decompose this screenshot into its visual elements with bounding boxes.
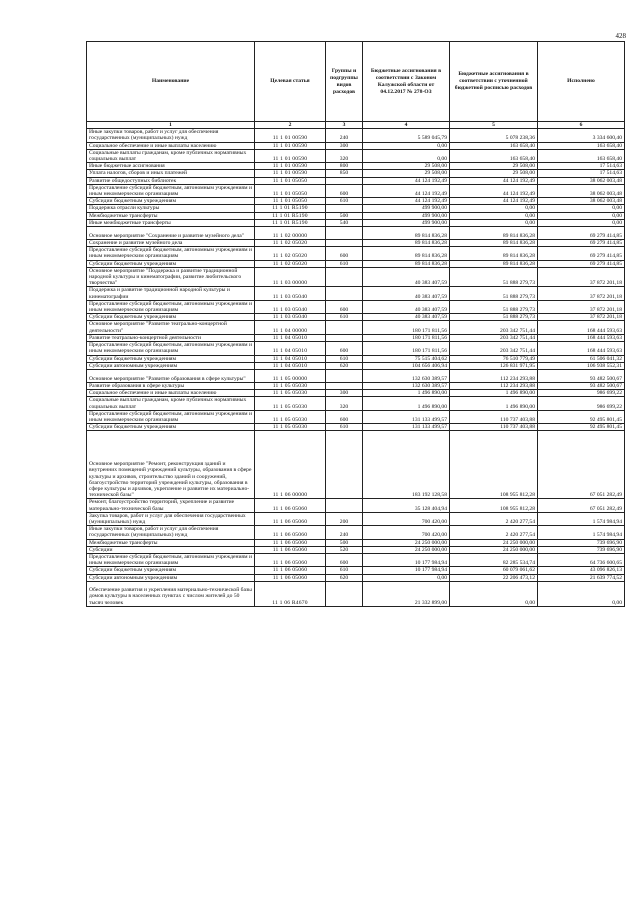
row-refined-amount: 0,00 (450, 212, 538, 219)
row-law-amount: 499 900,00 (363, 205, 450, 212)
row-group-code: 200 (326, 512, 363, 525)
row-executed-amount: 64 736 600,65 (538, 553, 625, 566)
row-executed-amount: 739 696,90 (538, 539, 625, 546)
row-target-code: 11 1 01 00590 (255, 170, 326, 177)
row-group-code: 610 (326, 355, 363, 362)
row-law-amount: 183 192 128,58 (363, 431, 450, 499)
table-row (87, 334, 625, 341)
table-row (87, 142, 625, 149)
row-group-code (326, 240, 363, 247)
row-target-code: 11 1 04 00000 (255, 321, 326, 334)
row-refined-amount: 2 420 277,54 (450, 526, 538, 539)
row-refined-amount: 110 737 403,88 (450, 410, 538, 423)
row-target-code: 11 1 06 05060 (255, 512, 326, 525)
table-row (87, 581, 625, 606)
table-row (87, 287, 625, 300)
row-executed-amount: 739 696,90 (538, 546, 625, 553)
row-group-code: 300 (326, 142, 363, 149)
table-row (87, 499, 625, 512)
row-group-code: 620 (326, 362, 363, 369)
row-refined-amount: 51 888 279,73 (450, 287, 538, 300)
table-row (87, 260, 625, 267)
row-executed-amount: 37 872 201,18 (538, 287, 625, 300)
row-target-code: 11 1 01 05050 (255, 198, 326, 205)
row-name: Субсидии бюджетным учреждениям (87, 424, 255, 431)
row-target-code: 11 1 04 05010 (255, 342, 326, 355)
column-number: 1 (87, 122, 255, 129)
table-row (87, 314, 625, 321)
row-name: Поддержка отрасли культуры (87, 205, 255, 212)
table-row (87, 227, 625, 240)
table-row (87, 149, 625, 162)
table-row (87, 355, 625, 362)
row-name: Социальное обеспечение и иные выплаты населению (87, 390, 255, 397)
row-refined-amount: 163 658,40 (450, 142, 538, 149)
row-group-code: 600 (326, 410, 363, 423)
row-group-code: 610 (326, 260, 363, 267)
row-executed-amount: 0,00 (538, 212, 625, 219)
row-name: Ремонт, благоустройство территорий, укрепление и развитие материально-технической базы (87, 499, 255, 512)
row-refined-amount: 89 814 836,28 (450, 247, 538, 260)
row-target-code: 11 1 01 00590 (255, 149, 326, 162)
row-law-amount: 44 124 192,49 (363, 177, 450, 184)
row-law-amount: 1 496 890,00 (363, 397, 450, 410)
row-name: Межбюджетные трансферты (87, 212, 255, 219)
row-target-code: 11 1 03 05040 (255, 314, 326, 321)
row-refined-amount: 0,00 (450, 581, 538, 606)
row-executed-amount: 69 279 414,85 (538, 240, 625, 247)
row-name: Иные закупки товаров, работ и услуг для обеспечения государственных (муниципальных) нужд (87, 129, 255, 142)
row-target-code: 11 1 06 05060 (255, 499, 326, 512)
row-refined-amount: 1 496 890,00 (450, 397, 538, 410)
row-target-code: 11 1 02 00000 (255, 227, 326, 240)
row-law-amount: 104 656 406,94 (363, 362, 450, 369)
row-law-amount: 40 383 407,59 (363, 300, 450, 313)
row-target-code: 11 1 06 05060 (255, 546, 326, 553)
row-name: Уплата налогов, сборов и иных платежей (87, 170, 255, 177)
row-refined-amount: 112 234 293,88 (450, 382, 538, 389)
row-law-amount: 499 900,00 (363, 219, 450, 226)
row-law-amount: 132 630 389,57 (363, 382, 450, 389)
table-row (87, 410, 625, 423)
row-target-code: 11 1 02 05020 (255, 247, 326, 260)
row-refined-amount: 89 814 836,28 (450, 260, 538, 267)
row-target-code: 11 1 06 05060 (255, 553, 326, 566)
row-executed-amount: 0,00 (538, 581, 625, 606)
row-law-amount: 40 383 407,59 (363, 287, 450, 300)
row-refined-amount: 5 078 238,36 (450, 129, 538, 142)
row-name: Субсидии автономным учреждениям (87, 574, 255, 581)
row-target-code: 11 1 01 05050 (255, 177, 326, 184)
table-row (87, 321, 625, 334)
row-name: Субсидии (87, 546, 255, 553)
row-name: Субсидии автономным учреждениям (87, 362, 255, 369)
row-group-code (326, 499, 363, 512)
table-row (87, 574, 625, 581)
row-law-amount: 10 177 984,94 (363, 553, 450, 566)
row-group-code: 850 (326, 170, 363, 177)
table-row (87, 424, 625, 431)
row-law-amount: 0,00 (363, 149, 450, 162)
row-refined-amount: 82 285 534,74 (450, 553, 538, 566)
header-executed: Исполнено (538, 42, 625, 122)
row-refined-amount: 24 250 000,00 (450, 539, 538, 546)
row-law-amount: 700 420,00 (363, 512, 450, 525)
row-target-code: 11 1 04 05010 (255, 362, 326, 369)
column-number: 6 (538, 122, 625, 129)
row-refined-amount: 108 955 812,28 (450, 499, 538, 512)
table-row (87, 539, 625, 546)
row-group-code: 500 (326, 212, 363, 219)
row-law-amount: 131 133 499,57 (363, 424, 450, 431)
row-refined-amount: 22 206 473,12 (450, 574, 538, 581)
row-law-amount: 89 814 836,28 (363, 240, 450, 247)
table-row (87, 129, 625, 142)
row-executed-amount: 93 482 500,67 (538, 369, 625, 382)
row-executed-amount: 37 872 201,18 (538, 314, 625, 321)
row-refined-amount: 108 955 812,28 (450, 431, 538, 499)
row-target-code: 11 1 01 R5190 (255, 212, 326, 219)
row-name: Социальные выплаты гражданам, кроме публичных нормативных социальных выплат (87, 397, 255, 410)
row-name: Предоставление субсидий бюджетным, автономным учреждениям и иным некоммерческим организациям (87, 247, 255, 260)
row-name: Субсидии бюджетным учреждениям (87, 355, 255, 362)
row-refined-amount: 89 814 836,28 (450, 227, 538, 240)
row-group-code: 240 (326, 129, 363, 142)
row-group-code: 610 (326, 198, 363, 205)
row-group-code: 620 (326, 574, 363, 581)
row-target-code: 11 1 03 00000 (255, 267, 326, 287)
header-target: Целевая статья (255, 42, 326, 122)
row-law-amount: 35 128 404,94 (363, 499, 450, 512)
row-refined-amount: 51 888 279,73 (450, 314, 538, 321)
row-law-amount: 131 133 499,57 (363, 410, 450, 423)
column-number: 2 (255, 122, 326, 129)
row-name: Основное мероприятие "Поддержка и развитие традиционной народной культуры и кинематографии, развитие любительского творчества" (87, 267, 255, 287)
page-number: 428 (615, 32, 626, 40)
row-law-amount: 24 250 000,00 (363, 546, 450, 553)
row-name: Основное мероприятие "Развитие образования в сфере культуры" (87, 369, 255, 382)
row-target-code: 11 1 05 05030 (255, 382, 326, 389)
row-target-code: 11 1 05 00000 (255, 369, 326, 382)
row-executed-amount: 106 938 552,31 (538, 362, 625, 369)
row-name: Субсидии бюджетным учреждениям (87, 198, 255, 205)
row-executed-amount: 1 574 984,94 (538, 526, 625, 539)
row-law-amount: 89 814 836,28 (363, 247, 450, 260)
row-name: Иные межбюджетные трансферты (87, 219, 255, 226)
row-group-code: 600 (326, 342, 363, 355)
row-law-amount: 75 515 404,62 (363, 355, 450, 362)
row-executed-amount: 69 279 414,85 (538, 260, 625, 267)
row-group-code: 600 (326, 553, 363, 566)
table-row (87, 300, 625, 313)
row-executed-amount: 38 062 003,48 (538, 184, 625, 197)
row-target-code: 11 1 03 05040 (255, 300, 326, 313)
row-refined-amount: 44 124 192,49 (450, 177, 538, 184)
table-row (87, 382, 625, 389)
row-law-amount: 700 420,00 (363, 526, 450, 539)
row-target-code: 11 1 05 05030 (255, 397, 326, 410)
row-refined-amount: 2 420 277,54 (450, 512, 538, 525)
row-law-amount: 5 589 045,79 (363, 129, 450, 142)
row-executed-amount: 0,00 (538, 219, 625, 226)
row-executed-amount: 1 574 984,94 (538, 512, 625, 525)
row-executed-amount: 67 051 282,49 (538, 431, 625, 499)
row-target-code: 11 1 06 00000 (255, 431, 326, 499)
row-target-code: 11 1 06 05060 (255, 539, 326, 546)
row-refined-amount: 203 342 751,44 (450, 342, 538, 355)
row-group-code: 610 (326, 424, 363, 431)
row-target-code: 11 1 03 05040 (255, 287, 326, 300)
row-name: Субсидии бюджетным учреждениям (87, 260, 255, 267)
row-law-amount: 499 900,00 (363, 212, 450, 219)
table-row (87, 212, 625, 219)
row-target-code: 11 1 01 00590 (255, 163, 326, 170)
row-name: Предоставление субсидий бюджетным, автономным учреждениям и иным некоммерческим организациям (87, 410, 255, 423)
table-row (87, 177, 625, 184)
row-executed-amount: 93 482 500,67 (538, 382, 625, 389)
table-row (87, 267, 625, 287)
row-name: Социальные выплаты гражданам, кроме публичных нормативных социальных выплат (87, 149, 255, 162)
row-target-code: 11 1 01 00590 (255, 129, 326, 142)
row-executed-amount: 92 495 801,45 (538, 424, 625, 431)
row-refined-amount: 24 250 000,00 (450, 546, 538, 553)
table-row (87, 526, 625, 539)
row-refined-amount: 29 508,00 (450, 163, 538, 170)
row-group-code: 500 (326, 539, 363, 546)
row-law-amount: 40 383 407,59 (363, 267, 450, 287)
table-row (87, 512, 625, 525)
row-group-code (326, 431, 363, 499)
row-name: Закупка товаров, работ и услуг для обеспечения государственных (муниципальных) нужд (87, 512, 255, 525)
row-executed-amount: 69 279 414,85 (538, 247, 625, 260)
row-executed-amount: 38 062 003,48 (538, 177, 625, 184)
row-executed-amount: 17 514,63 (538, 163, 625, 170)
row-group-code: 600 (326, 184, 363, 197)
row-target-code: 11 1 02 05020 (255, 240, 326, 247)
table-row (87, 362, 625, 369)
row-name: Развитие театрально-концертной деятельности (87, 334, 255, 341)
row-name: Субсидии бюджетным учреждениям (87, 567, 255, 574)
row-target-code: 11 1 01 00590 (255, 142, 326, 149)
row-target-code: 11 1 01 05050 (255, 184, 326, 197)
row-target-code: 11 1 01 R5190 (255, 219, 326, 226)
row-executed-amount: 92 495 801,45 (538, 410, 625, 423)
table-row (87, 240, 625, 247)
row-name: Развитие общедоступных библиотек (87, 177, 255, 184)
row-name: Предоставление субсидий бюджетным, автономным учреждениям и иным некоммерческим организациям (87, 184, 255, 197)
row-refined-amount: 76 510 779,49 (450, 355, 538, 362)
row-law-amount: 89 814 836,28 (363, 227, 450, 240)
row-group-code: 610 (326, 567, 363, 574)
row-group-code (326, 382, 363, 389)
row-refined-amount: 0,00 (450, 205, 538, 212)
row-law-amount: 21 332 899,00 (363, 581, 450, 606)
row-refined-amount: 203 342 751,44 (450, 321, 538, 334)
row-group-code: 800 (326, 163, 363, 170)
row-group-code: 610 (326, 314, 363, 321)
row-refined-amount: 89 814 836,28 (450, 240, 538, 247)
row-law-amount: 89 814 836,28 (363, 260, 450, 267)
row-law-amount: 180 171 811,56 (363, 321, 450, 334)
row-law-amount: 0,00 (363, 574, 450, 581)
row-group-code (326, 334, 363, 341)
table-row (87, 431, 625, 499)
row-name: Иные закупки товаров, работ и услуг для обеспечения государственных (муниципальных) нужд (87, 526, 255, 539)
row-law-amount: 132 630 389,57 (363, 369, 450, 382)
row-group-code: 600 (326, 247, 363, 260)
row-target-code: 11 1 05 05030 (255, 410, 326, 423)
header-row (87, 42, 625, 122)
budget-table (86, 41, 625, 607)
row-group-code (326, 581, 363, 606)
row-name: Субсидии бюджетным учреждениям (87, 314, 255, 321)
row-executed-amount: 37 872 201,18 (538, 300, 625, 313)
table-row (87, 546, 625, 553)
row-executed-amount: 67 051 282,49 (538, 499, 625, 512)
table-row (87, 390, 625, 397)
table-row (87, 205, 625, 212)
row-target-code: 11 1 04 05010 (255, 355, 326, 362)
header-refined: Бюджетные ассигнования в соответствии с уточненной бюджетной росписью расходов (450, 42, 538, 122)
row-refined-amount: 44 124 192,49 (450, 184, 538, 197)
table-row (87, 342, 625, 355)
row-executed-amount: 21 639 774,52 (538, 574, 625, 581)
table-row (87, 184, 625, 197)
row-executed-amount: 69 279 414,85 (538, 227, 625, 240)
row-name: Основное мероприятие "Ремонт, реконструкция зданий и внутренних помещений учреждений культуры, образования в сфере культуры и архивов, строительство зданий и сооружений, благоустройство территорий учреждений культуры, образования в сфере культуры и архивов, укрепление и развитие их материально-технической базы" (87, 431, 255, 499)
row-executed-amount: 37 872 201,18 (538, 267, 625, 287)
row-executed-amount: 168 444 593,63 (538, 321, 625, 334)
row-target-code: 11 1 05 05030 (255, 424, 326, 431)
row-name: Обеспечение развития и укрепления материально-технической базы домов культуры в населенных пунктах с числом жителей до 50 тысяч человек (87, 581, 255, 606)
row-law-amount: 0,00 (363, 142, 450, 149)
row-executed-amount: 17 514,63 (538, 170, 625, 177)
row-group-code (326, 267, 363, 287)
table-row (87, 567, 625, 574)
row-target-code: 11 1 06 05060 (255, 567, 326, 574)
row-refined-amount: 44 124 192,49 (450, 198, 538, 205)
row-refined-amount: 1 496 890,00 (450, 390, 538, 397)
row-group-code: 600 (326, 300, 363, 313)
row-name: Основное мероприятие "Развитие театрально-концертной деятельности" (87, 321, 255, 334)
table-row (87, 219, 625, 226)
row-executed-amount: 43 096 826,13 (538, 567, 625, 574)
row-target-code: 11 1 02 05020 (255, 260, 326, 267)
row-law-amount: 29 508,00 (363, 163, 450, 170)
row-law-amount: 1 496 890,00 (363, 390, 450, 397)
row-target-code: 11 1 06 05060 (255, 574, 326, 581)
row-name: Предоставление субсидий бюджетным, автономным учреждениям и иным некоммерческим организациям (87, 300, 255, 313)
row-executed-amount: 986 699,22 (538, 397, 625, 410)
row-executed-amount: 163 658,40 (538, 149, 625, 162)
table-row (87, 247, 625, 260)
table-row (87, 553, 625, 566)
row-refined-amount: 126 831 971,95 (450, 362, 538, 369)
row-name: Социальное обеспечение и иные выплаты населению (87, 142, 255, 149)
row-group-code: 320 (326, 149, 363, 162)
table-row (87, 198, 625, 205)
column-number-row (87, 122, 625, 129)
row-group-code (326, 287, 363, 300)
row-group-code: 300 (326, 390, 363, 397)
row-executed-amount: 986 699,22 (538, 390, 625, 397)
row-group-code (326, 205, 363, 212)
row-law-amount: 44 124 192,49 (363, 198, 450, 205)
table-row (87, 369, 625, 382)
row-refined-amount: 0,00 (450, 219, 538, 226)
row-refined-amount: 29 508,00 (450, 170, 538, 177)
row-law-amount: 180 171 811,56 (363, 334, 450, 341)
row-executed-amount: 163 658,40 (538, 142, 625, 149)
column-number: 4 (363, 122, 450, 129)
table-row (87, 397, 625, 410)
row-target-code: 11 1 04 05010 (255, 334, 326, 341)
row-group-code: 540 (326, 219, 363, 226)
row-group-code (326, 227, 363, 240)
header-name: Наименование (87, 42, 255, 122)
row-law-amount: 29 508,00 (363, 170, 450, 177)
row-law-amount: 180 171 811,56 (363, 342, 450, 355)
table-row (87, 163, 625, 170)
row-refined-amount: 203 342 751,44 (450, 334, 538, 341)
row-target-code: 11 1 06 R4670 (255, 581, 326, 606)
column-number: 5 (450, 122, 538, 129)
row-group-code (326, 177, 363, 184)
row-executed-amount: 168 444 593,63 (538, 342, 625, 355)
row-refined-amount: 60 079 061,62 (450, 567, 538, 574)
budget-table-body (87, 129, 625, 607)
row-target-code: 11 1 01 R5190 (255, 205, 326, 212)
row-refined-amount: 110 737 403,88 (450, 424, 538, 431)
row-law-amount: 10 177 984,94 (363, 567, 450, 574)
row-group-code: 240 (326, 526, 363, 539)
row-name: Основное мероприятие "Сохранение и развитие музейного дела" (87, 227, 255, 240)
row-name: Межбюджетные трансферты (87, 539, 255, 546)
row-name: Предоставление субсидий бюджетным, автономным учреждениям и иным некоммерческим организациям (87, 553, 255, 566)
row-refined-amount: 163 658,40 (450, 149, 538, 162)
row-name: Предоставление субсидий бюджетным, автономным учреждениям и иным некоммерческим организациям (87, 342, 255, 355)
row-refined-amount: 51 888 279,73 (450, 300, 538, 313)
row-law-amount: 40 383 407,59 (363, 314, 450, 321)
header-law: Бюджетные ассигнования в соответствии с Законом Калужской области от 04.12.2017 № 278-ОЗ (363, 42, 450, 122)
row-executed-amount: 0,00 (538, 205, 625, 212)
column-number: 3 (326, 122, 363, 129)
row-group-code: 320 (326, 397, 363, 410)
row-name: Развитие образования в сфере культуры (87, 382, 255, 389)
row-executed-amount: 61 506 041,32 (538, 355, 625, 362)
row-law-amount: 24 250 000,00 (363, 539, 450, 546)
row-target-code: 11 1 06 05060 (255, 526, 326, 539)
header-groups: Группы и подгруппы видов расходов (326, 42, 363, 122)
row-target-code: 11 1 05 05030 (255, 390, 326, 397)
row-law-amount: 44 124 192,49 (363, 184, 450, 197)
row-name: Иные бюджетные ассигнования (87, 163, 255, 170)
table-row (87, 170, 625, 177)
row-name: Поддержка и развитие традиционной народной культуры и кинематографии (87, 287, 255, 300)
row-group-code: 520 (326, 546, 363, 553)
row-group-code (326, 369, 363, 382)
row-executed-amount: 168 444 593,63 (538, 334, 625, 341)
row-executed-amount: 3 334 600,40 (538, 129, 625, 142)
row-executed-amount: 38 062 003,48 (538, 198, 625, 205)
row-name: Сохранение и развитие музейного дела (87, 240, 255, 247)
row-refined-amount: 51 888 279,73 (450, 267, 538, 287)
row-group-code (326, 321, 363, 334)
row-refined-amount: 112 234 293,88 (450, 369, 538, 382)
